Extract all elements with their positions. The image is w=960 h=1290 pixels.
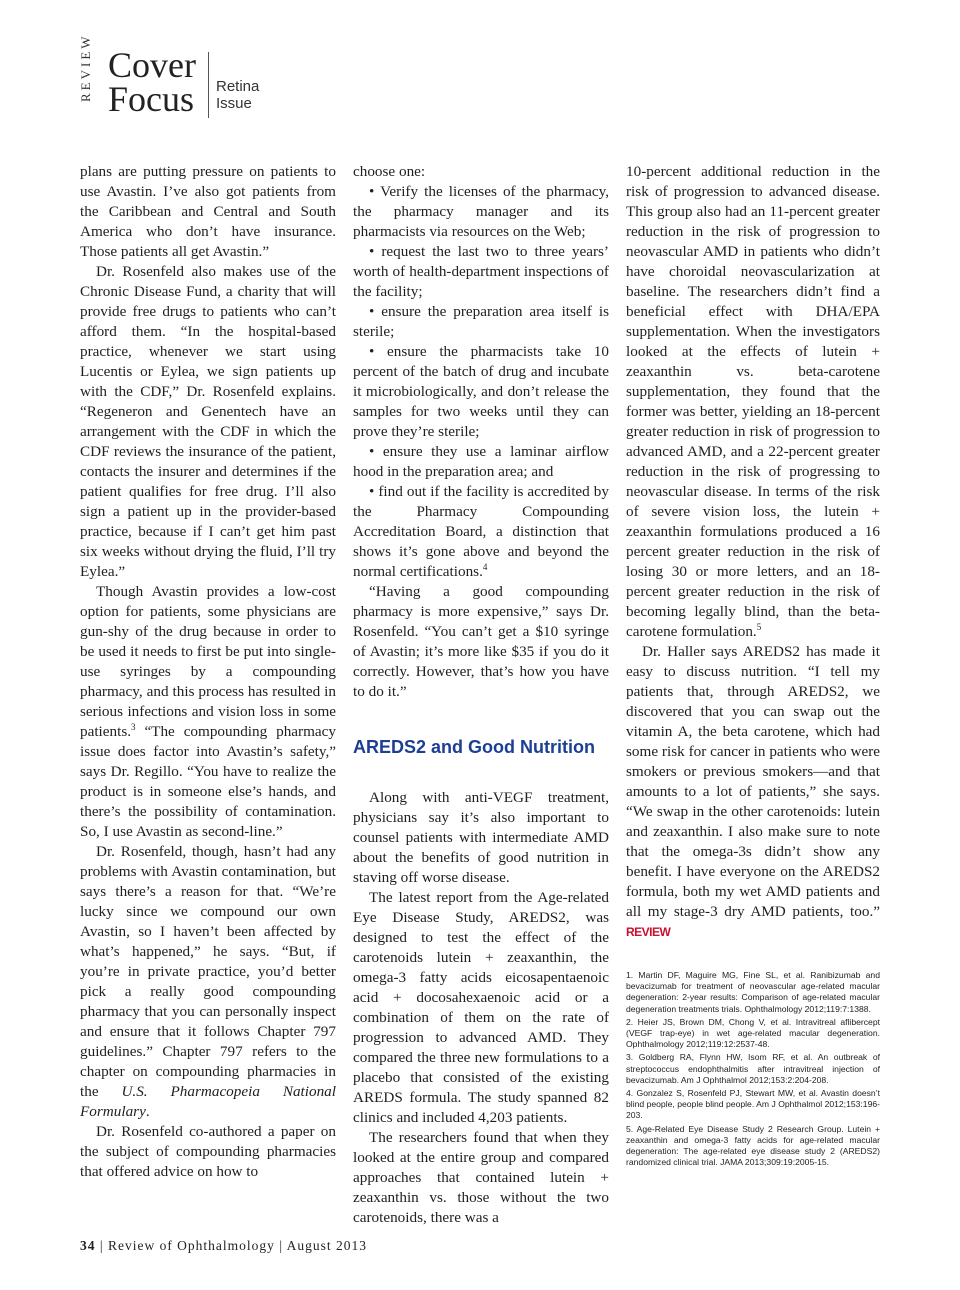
column-1	[80, 162, 336, 1182]
references-list	[626, 964, 880, 1168]
bullet-item: • request the last two to three years’ worth of health-department inspections of the facility;	[353, 243, 609, 300]
header-divider	[208, 52, 209, 118]
paragraph: The researchers found that when they looked at the entire group and compared approaches that contained lutein + zeaxanthin vs. those without the two carotenoids, there was a	[353, 1129, 609, 1226]
end-mark: REVIEW	[626, 925, 671, 939]
citation-marker: 3	[131, 721, 136, 732]
section-title-line1: Cover	[108, 45, 196, 85]
paragraph: Though Avastin provides a low-cost option for patients, some physicians are gun-shy of the drug because in order to be used it needs to first be put into single-use syringes by a compounding pharmacy, and this process has resulted in serious infections and vision loss in some patients.$^3$ “The compounding pharmacy issue does factor into Avastin’s safety,” says Dr. Regillo. “You have to realize the product is in someone else’s hands, and there’s the possibility of contamination. So, I use Avastin as second-line.”	[80, 583, 336, 840]
column-2	[353, 162, 609, 1228]
reference-item: 1. Martin DF, Maguire MG, Fine SL, et al. Ranibizumab and bevacizumab for treatment of neovascular age-related macular degeneration: 2-year results: Comparison of age-related macular degeneration treatments trials. Ophthalmology 2012;119:7:1388.	[626, 970, 880, 1014]
section-title	[108, 45, 196, 119]
review-vertical-label: REVIEW	[78, 33, 93, 102]
paragraph: plans are putting pressure on patients to use Avastin. I’ve also got patients from the Caribbean and Central and South America who don’t have insurance. Those patients all get Avastin.”	[80, 163, 336, 260]
paragraph: Dr. Rosenfeld, though, hasn’t had any problems with Avastin contamination, but says there’s a reason for that. “We’re lucky since we compound our own Avastin, so I haven’t been affected by what’s happened,” he says. “But, if you’re in private practice, you’d better pick a really good compounding pharmacy that you can personally inspect and ensure that it follows Chapter 797 guidelines.” Chapter 797 refers to the chapter on compounding pharmacies in the U.S. Pharmacopeia National Formulary.	[80, 843, 336, 1120]
issue-label: Retina Issue	[216, 78, 260, 112]
reference-item: 4. Gonzalez S, Rosenfeld PJ, Stewart MW, et al. Avastin doesn’t blind people, people blind people. Am J Ophthalmol 2012;153:196-203.	[626, 1088, 880, 1121]
bullet-item: • ensure the preparation area itself is sterile;	[353, 303, 609, 340]
paragraph: Along with anti-VEGF treatment, physicians say it’s also important to counsel patients with intermediate AMD about the benefits of good nutrition in staving off worse disease.	[353, 789, 609, 886]
journal-name: Review of Ophthalmology	[107, 1238, 275, 1253]
section-title-line2: Focus	[108, 79, 195, 119]
column-3	[626, 162, 880, 1170]
citation-marker: 5	[756, 621, 762, 632]
bullet-item: • ensure they use a laminar airflow hood in the preparation area; and	[353, 443, 609, 480]
reference-item: 5. Age-Related Eye Disease Study 2 Research Group. Lutein + zeaxanthin and omega-3 fatty acids for age-related macular degeneration: The age-related eye disease study 2 (AREDS2) randomized clinical trial. JAMA 2013;309:19:2005-15.	[626, 1123, 880, 1168]
paragraph: choose one:	[353, 163, 426, 180]
paragraph: Dr. Haller says AREDS2 has made it easy to discuss nutrition. “I tell my patients that, through AREDS2, we discovered that you can swap out the vitamin A, the beta carotene, which had some risk for cancer in patients who were smokers or previous smokers—and that amounts to a lot of patients,” she says. “We swap in the other carotenoids: lutein and zeaxanthin. I also make sure to note that the omega-3s didn’t show any benefit. I have everyone on the AREDS2 formula, both my wet AMD patients and all my stage-3 dry AMD patients, too.” REVIEW	[626, 643, 880, 939]
reference-item: 2. Heier JS, Brown DM, Chong V, et al. Intravitreal aflibercept (VEGF trap-eye) in wet age-related macular degeneration. Ophthalmology 2012;119:12:2537-48.	[626, 1016, 880, 1050]
section-subheading: AREDS2 and Good Nutrition	[353, 737, 595, 757]
italic-title: U.S. Pharmacopeia National Formulary	[80, 1083, 336, 1120]
issue-date: August 2013	[286, 1238, 368, 1253]
page-number: 34	[80, 1238, 96, 1253]
paragraph: 10-percent additional reduction in the risk of progression to advanced disease. This group also had an 11-percent greater reduction in the risk of progression to neovascular AMD in patients who didn’t have choroidal neovascularization at baseline. The researchers didn’t find a beneficial effect with DHA/EPA supplementation. When the investigators looked at the effects of lutein + zeaxanthin vs. beta-carotene supplementation, they found that the former was better, yielding an 18-percent greater reduction in risk of progression to advanced AMD, and a 22-percent greater reduction in the risk of progressing to neovascular disease. In terms of the risk of severe vision loss, the lutein + zeaxanthin formulations produced a 16 percent greater reduction in the risk of losing 30 or more letters, and an 18-percent greater reduction in the risk of becoming legally blind, than the beta-carotene formulation.$^5$	[626, 163, 880, 640]
paragraph: “Having a good compounding pharmacy is more expensive,” says Dr. Rosenfeld. “You can’t get a $10 syringe of Avastin; it’s more like $35 if you do it correctly. However, that’s how you have to do it.”	[353, 583, 609, 700]
footer-separator: |	[95, 1238, 108, 1253]
paragraph: The latest report from the Age-related Eye Disease Study, AREDS2, was designed to test the effect of the carotenoids lutein + zeaxanthin, the omega-3 fatty acids eicosapentaenoic acid + docosahexaenoic acid or a combination of them on the rate of progression to advanced AMD. They compared the three new formulations to a placebo that consisted of the existing AREDS formula. The study spanned 82 clinics and included 4,203 patients.	[353, 889, 609, 1126]
reference-item: 3. Goldberg RA, Flynn HW, Isom RF, et al. An outbreak of streptococcus endophthalmitis after intravitreal injection of bevacizumab. Am J Ophthalmol 2012;153:2:204-208.	[626, 1052, 880, 1085]
paragraph: Dr. Rosenfeld also makes use of the Chronic Disease Fund, a charity that will provide free drugs to patients who can’t afford them. “In the hospital-based practice, whenever we start using Lucentis or Eylea, we sign patients up with the CDF,” Dr. Rosenfeld explains. “Regeneron and Genentech have an arrangement with the CDF in which the CDF reviews the insurance of the patient, contacts the insurer and determines if the patient qualifies for free drug. I’ll also sign a patient up in the provider-based practice, because if I can’t get him past six weeks without drying the fluid, I’ll try Eylea.”	[80, 263, 336, 580]
bullet-item: • find out if the facility is accredited by the Pharmacy Compounding Accreditation Board, a distinction that shows it’s gone above and beyond the normal certifications.$^4$	[353, 483, 609, 580]
paragraph: Dr. Rosenfeld co-authored a paper on the subject of compounding pharmacies that offered advice on how to	[80, 1123, 336, 1180]
bullet-item: • ensure the pharmacists take 10 percent of the batch of drug and incubate it microbiologically, and don’t release the samples for two weeks until they can prove they’re sterile;	[353, 343, 609, 440]
footer-separator: |	[274, 1238, 287, 1253]
citation-marker: 4	[482, 561, 488, 572]
page-footer	[80, 1238, 367, 1254]
bullet-item: • Verify the licenses of the pharmacy, the pharmacy manager and its pharmacists via resources on the Web;	[353, 183, 609, 240]
